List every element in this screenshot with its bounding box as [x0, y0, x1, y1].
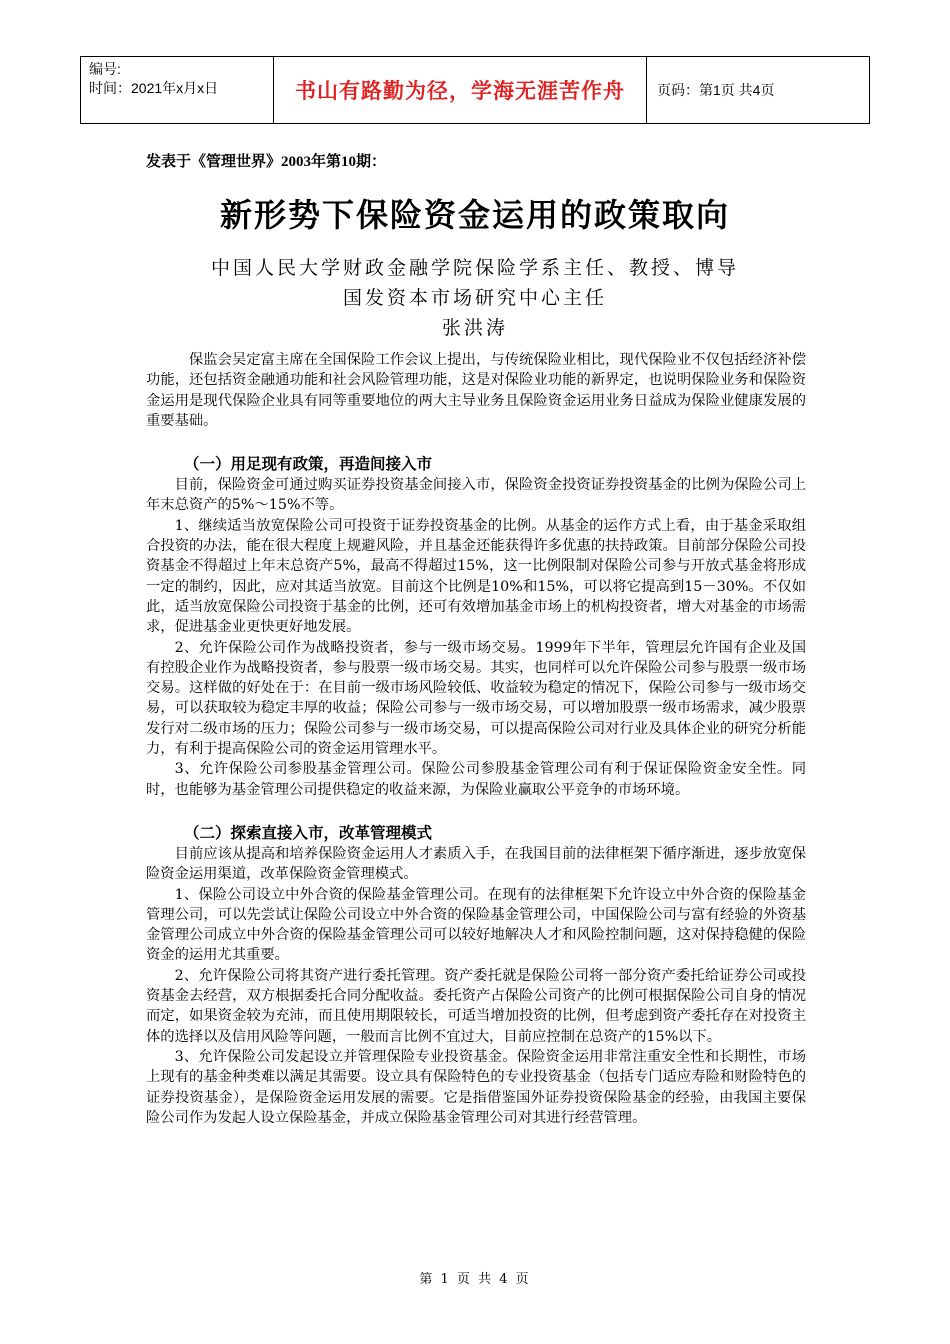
- section-heading-2: （二）探索直接入市，改革管理模式: [184, 823, 433, 842]
- author-affiliation-2: 国发资本市场研究中心主任: [342, 287, 607, 309]
- article-title: 新形势下保险资金运用的政策取向: [219, 196, 730, 234]
- paragraph: 目前，保险资金可通过购买证券投资基金间接入市，保险资金投资证券投资基金的比例为保险公司上年末总资产的5%～15%不等。: [146, 477, 806, 514]
- section-heading-1: （一）用足现有政策，再造间接入市: [184, 455, 433, 474]
- intro-paragraph: 保监会吴定富主席在全国保险工作会议上提出，与传统保险业相比，现代保险业不仅包括经济补偿功能，还包括资金融通功能和社会风险管理功能，这是对保险业功能的新界定，也说明保险业务和保险资金运用是现代保险企业具有同等重要地位的两大主导业务且保险资金运用业务日益成为保险业健康发展的重要基础。: [146, 352, 806, 429]
- header-meta-cell: [81, 57, 274, 123]
- paragraph: 2、允许保险公司将其资产进行委托管理。资产委托就是保险公司将一部分资产委托给证券公司或投资基金去经营，双方根据委托合同分配收益。委托资产占保险公司资产的比例可根据保险公司自身的情况而定，如果资金较为充沛，而且使用期限较长，可适当增加投资的比例，但考虑到资产委托存在对投资主体的选择以及信用风险等问题，一般而言比例不宜过大，目前应控制在总资产的15%以下。: [146, 967, 806, 1045]
- paragraph: 目前应该从提高和培养保险资金运用人才素质入手，在我国目前的法律框架下循序渐进，逐步放宽保险资金运用渠道，改革保险资金管理模式。: [146, 845, 806, 883]
- paragraph: 2、允许保险公司作为战略投资者，参与一级市场交易。1999年下半年，管理层允许国有企业及国有控股企业作为战略投资者，参与股票一级市场交易。其实，也同样可以允许保险公司参与股票一级市场交易。这样做的好处在于：在目前一级市场风险较低、收益较为稳定的情况下，保险公司参与一级市场交易，可以获取较为稳定丰厚的收益；保险公司参与一级市场交易，可以增加股票一级市场需求，减少股票发行对二级市场的压力；保险公司参与一级市场交易，可以提高保险公司对行业及具体企业的研究分析能力，有利于提高保险公司的资金运用管理水平。: [146, 639, 806, 758]
- date-label: 时间：2021年x月x日: [89, 80, 219, 96]
- paragraph: 3、允许保险公司参股基金管理公司。保险公司参股基金管理公司有利于保证保险资金安全性。同时，也能够为基金管理公司提供稳定的收益来源，为保险业赢取公平竞争的市场环境。: [146, 761, 806, 798]
- paragraph: 1、保险公司设立中外合资的保险基金管理公司。在现有的法律框架下允许设立中外合资的保险基金管理公司，可以先尝试让保险公司设立中外合资的保险基金管理公司，中国保险公司与富有经验的外资基金管理公司成立中外合资的保险基金管理公司可以较好地解决人才和风险控制问题，这对保持稳健的保险资金的运用尤其重要。: [146, 886, 806, 964]
- page-footer: 第 1 页 共 4 页: [419, 1272, 531, 1287]
- header-page-info: 页码：第1页 共4页: [657, 82, 775, 98]
- paragraph: 3、允许保险公司发起设立并管理保险专业投资基金。保险资金运用非常注重安全性和长期性，市场上现有的基金种类难以满足其需要。设立具有保险特色的专业投资基金（包括专门适应寿险和财险特色的证券投资基金），是保险资金运用发展的需要。它是指借鉴国外证券投资保险基金的经验，由我国主要保险公司作为发起人设立保险基金，并成立保险基金管理公司对其进行经营管理。: [146, 1048, 806, 1126]
- author-name: 张洪涛: [441, 317, 508, 339]
- header-motto: 书山有路勤为径，学海无涯苦作舟: [274, 57, 647, 123]
- paragraph: 1、继续适当放宽保险公司可投资于证券投资基金的比例。从基金的运作方式上看，由于基金采取组合投资的办法，能在很大程度上规避风险，并且基金还能获得许多优惠的扶持政策。目前部分保险公司投资基金不得超过上年末总资产5%，最高不得超过15%，这一比例限制对保险公司参与开放式基金将形成一定的制约，因此，应对其适当放宽。目前这个比例是10%和15%，可以将它提高到15－30%。不仅如此，适当放宽保险公司投资于基金的比例，还可有效增加基金市场上的机构投资者，增大对基金的市场需求，促进基金业更快更好地发展。: [146, 517, 806, 636]
- author-affiliation-1: 中国人民大学财政金融学院保险学系主任、教授、博导: [210, 257, 739, 279]
- publication-line: 发表于《管理世界》2003年第10期：: [146, 154, 387, 170]
- article-body: [146, 350, 806, 1128]
- header-table: [80, 56, 870, 124]
- author-block: [0, 253, 950, 343]
- number-label: 编号:: [89, 61, 121, 77]
